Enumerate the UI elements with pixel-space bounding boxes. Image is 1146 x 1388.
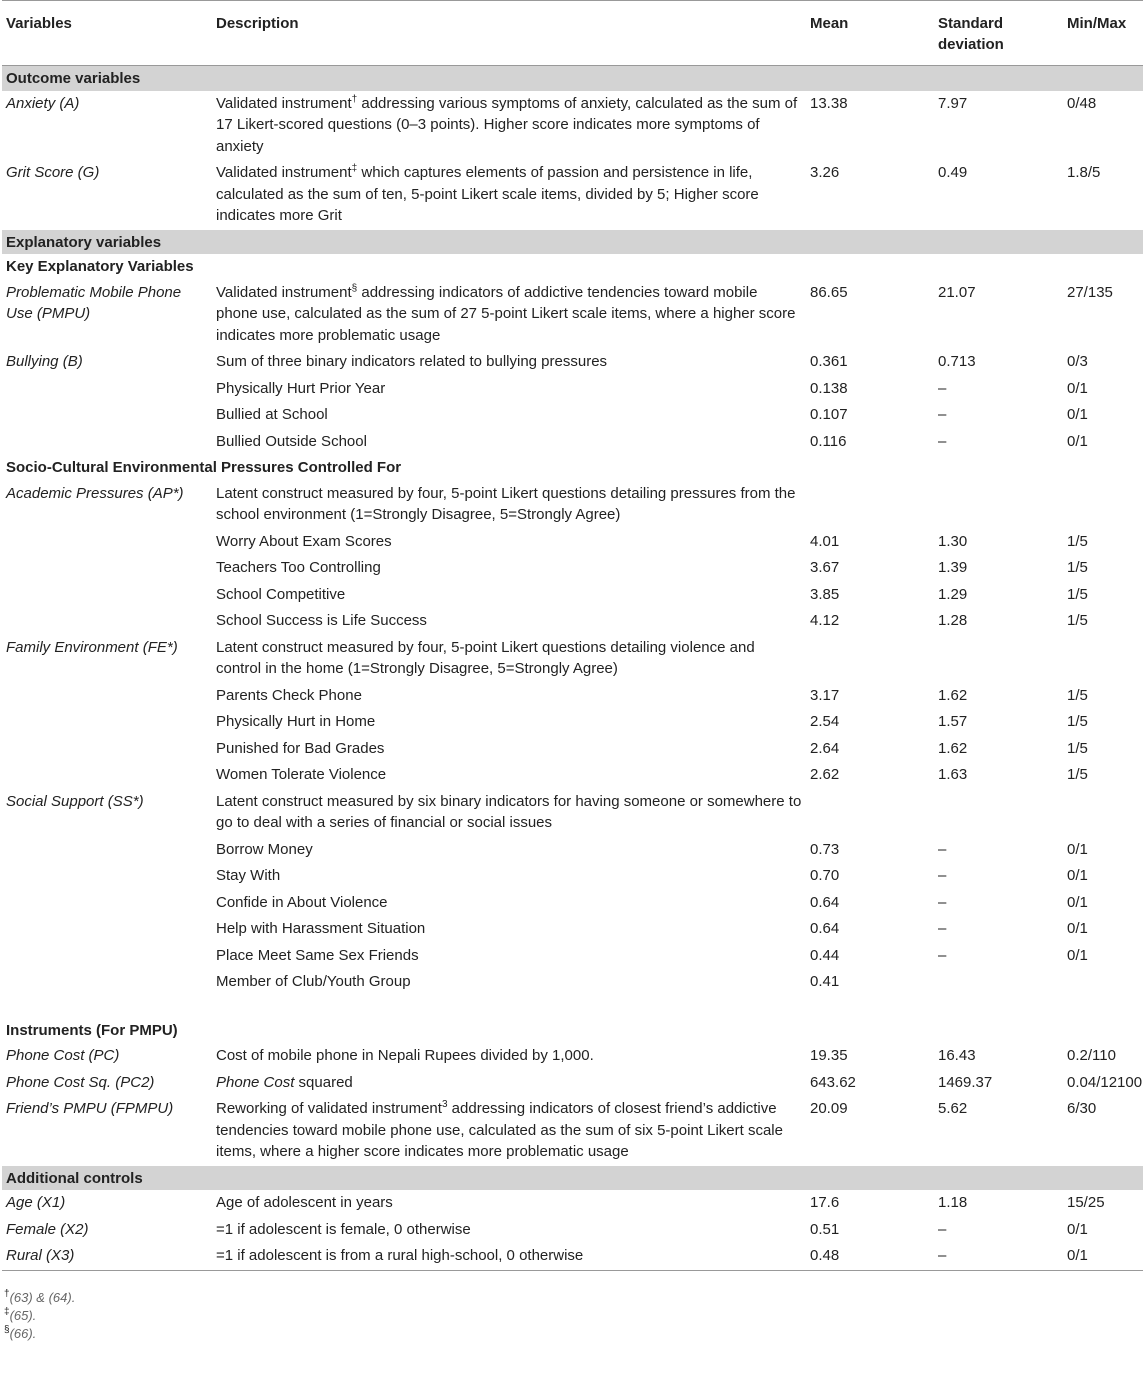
table-row: Help with Harassment Situation 0.64 – 0/1 [216,920,1088,937]
section-explanatory: Explanatory variables [2,230,1143,255]
table-row: School Competitive 3.85 1.29 1/5 [216,585,1088,603]
table-row: Place Meet Same Sex Friends 0.44 – 0/1 [216,946,1088,964]
table-row: Parents Check Phone 3.17 1.62 1/5 [216,686,1088,704]
table-row: School Success is Life Success 4.12 1.28 1/5 [216,612,1088,629]
subsection-instruments: Instruments (For PMPU) [6,1021,178,1039]
table-row: Phone Cost (PC) Cost of mobile phone in Nepali Rupees divided by 1,000. 19.35 16.43 0.2/110 [6,1047,1116,1064]
summary-statistics-table [2,0,1143,1281]
header-description: Description [212,1,806,66]
footnote-1: †(63) & (64). [4,1288,76,1305]
footnote-2: ‡(65). [4,1306,37,1323]
table-row: Female (X2) =1 if adolescent is female, 0 otherwise 0.51 – 0/1 [6,1220,1088,1238]
table-row: Social Support (SS*) Latent construct measured by six binary indicators for having someone or somewhere to go to deal with a series of financial or social issues [6,792,802,831]
table-row: Physically Hurt in Home 2.54 1.57 1/5 [216,713,1088,730]
table-row: Academic Pressures (AP*) Latent construct measured by four, 5-point Likert questions detailing pressures from the school environment (1=Strongly Disagree, 5=Strongly Agree) [6,484,796,523]
table-row: Phone Cost Sq. (PC2) Phone Cost squared 643.62 1469.37 0.04/12100 [6,1073,1143,1091]
table-row: Member of Club/Youth Group 0.41 [216,973,840,990]
table-row: Family Environment (FE*) Latent construct measured by four, 5-point Likert questions detailing violence and control in the home (1=Strongly Disagree, 5=Strongly Agree) [6,638,755,677]
table-row: Anxiety (A) Validated instrument† addressing various symptoms of anxiety, calculated as the sum of 17 Likert-scored questions (0–3 points). Higher score indicates more symptoms of anxiety 13.38 7.97 0/48 [6,93,1097,155]
table-row: Physically Hurt Prior Year 0.138 – 0/1 [216,379,1088,397]
table-row: Grit Score (G) Validated instrument‡ which captures elements of passion and persistence in life, calculated as the sum of ten, 5-point Likert scale items, divided by 5; Higher score indicates more Grit 3.26 0.49 1.8/5 [6,163,1101,224]
table-row: Bullying (B) Sum of three binary indicators related to bullying pressures 0.361 0.713 0/3 [6,353,1088,370]
table-row: Bullied Outside School 0.116 – 0/1 [216,432,1088,450]
table-row: Women Tolerate Violence 2.62 1.63 1/5 [216,766,1088,783]
table-row: Confide in About Violence 0.64 – 0/1 [216,893,1088,911]
table-row: Worry About Exam Scores 4.01 1.30 1/5 [216,532,1088,550]
table-row: Borrow Money 0.73 – 0/1 [216,840,1088,858]
section-outcome: Outcome variables [2,66,1143,91]
table-footnotes [4,1289,1146,1343]
header-minmax: Min/Max [1063,1,1143,66]
subsection-socio: Socio-Cultural Environmental Pressures Controlled For [6,459,402,476]
header-mean: Mean [806,1,934,66]
header-sd: Standard deviation [934,1,1063,66]
table-bottom-rule [2,1270,1143,1281]
table-row: Bullied at School 0.107 – 0/1 [216,406,1088,423]
header-variables: Variables [2,1,212,66]
table-row: Rural (X3) =1 if adolescent is from a rural high-school, 0 otherwise 0.48 – 0/1 [6,1247,1088,1264]
header-row [2,1,1143,66]
table-row: Teachers Too Controlling 3.67 1.39 1/5 [216,559,1088,576]
table-row: Problematic Mobile Phone Use (PMPU) Validated instrument§ addressing indicators of addictive tendencies toward mobile phone use, calculated as the sum of 27 5-point Likert scale items, where a higher score indicates more problematic usage 86.65 21.07 27/135 [6,282,1113,344]
table-row: Friend’s PMPU (FPMPU) Reworking of validated instrument$^3$ addressing indicators of closest friend’s addictive tendencies toward mobile phone use, calculated as the sum of six 5-point Likert scale items, where a higher score indicates more problematic usage 20.09 5.62 6/30 [6,1099,1097,1160]
footnote-3: §(66). [4,1324,37,1341]
spacer-row [2,996,1143,1018]
section-additional: Additional controls [2,1166,1143,1191]
table-row: Stay With 0.70 – 0/1 [216,867,1088,884]
table-row: Age (X1) Age of adolescent in years 17.6 1.18 15/25 [6,1194,1105,1211]
subsection-key: Key Explanatory Variables [6,258,194,275]
table-row: Punished for Bad Grades 2.64 1.62 1/5 [216,739,1088,757]
